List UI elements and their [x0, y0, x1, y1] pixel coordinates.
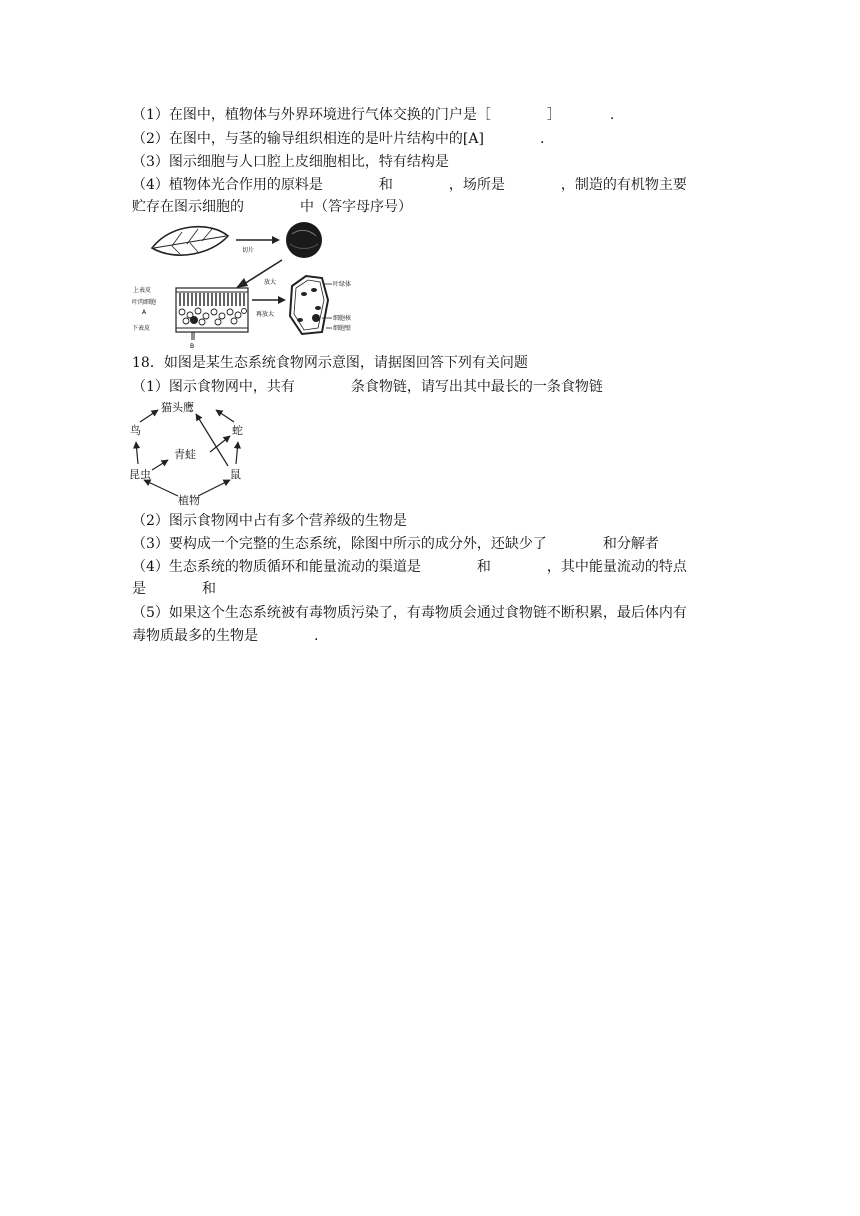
- q18-part3: （3）要构成一个完整的生态系统，除图中所示的成分外，还缺少了 和分解者: [132, 536, 659, 552]
- leaf-structure-figure: [132, 220, 364, 352]
- label-magnify-again: 再放大: [256, 311, 275, 318]
- q18-part1: （1）图示食物网中，共有 条食物链，请写出其中最长的一条食物链: [132, 379, 603, 395]
- label-slice: 切片: [242, 247, 255, 254]
- q17-part4-cont: 贮存在图示细胞的 中（答字母序号）: [132, 199, 412, 215]
- q18-title: 18．如图是某生态系统食物网示意图，请据图回答下列有关问题: [132, 355, 528, 371]
- cross-section-circle: [286, 222, 322, 258]
- edge-plant-mouse: [198, 480, 230, 496]
- edge-frog-snake: [210, 436, 230, 452]
- arrow-slice: [236, 236, 280, 254]
- label-chloroplast: 叶绿体: [333, 281, 352, 288]
- leaf-drawing: [152, 227, 228, 255]
- q17-part4: （4）植物体光合作用的原料是 和 ，场所是 ，制造的有机物主要: [132, 177, 687, 193]
- edge-plant-insect: [144, 480, 178, 496]
- edge-insect-frog: [152, 460, 168, 470]
- edge-mouse-snake: [236, 442, 238, 464]
- food-web-figure: [128, 400, 250, 508]
- edge-mouse-hawk: [196, 414, 228, 466]
- label-A: A: [142, 309, 147, 316]
- edge-snake-hawk: [216, 410, 234, 422]
- q18-part4-cont: 是 和: [132, 581, 216, 597]
- q18-part5: （5）如果这个生态系统被有毒物质污染了，有毒物质会通过食物链不断积累，最后体内有: [132, 605, 687, 621]
- q17-part1: （1）在图中，植物体与外界环境进行气体交换的门户是［ ］ .: [132, 107, 615, 123]
- node-insect: 昆虫: [129, 468, 151, 481]
- edge-insect-bird: [136, 442, 138, 464]
- q18-part4: （4）生态系统的物质循环和能量流动的渠道是 和 ，其中能量流动的特点: [132, 559, 687, 575]
- label-mesophyll: 叶肉细胞: [132, 299, 157, 306]
- node-mouse: 鼠: [230, 468, 241, 481]
- label-nucleus: 细胞核: [333, 315, 352, 322]
- q18-part5-cont: 毒物质最多的生物是 .: [132, 628, 319, 644]
- node-hawk: 猫头鹰: [161, 401, 194, 414]
- node-snake: 蛇: [232, 424, 243, 437]
- q18-part2: （2）图示食物网中占有多个营养级的生物是: [132, 513, 407, 529]
- node-frog: 青蛙: [174, 448, 196, 461]
- leaf-cross-section: [176, 288, 248, 340]
- label-upper-epidermis: 上表皮: [133, 287, 152, 294]
- q17-part2: （2）在图中，与茎的输导组织相连的是叶片结构中的[A] .: [132, 131, 545, 147]
- q17-part3: （3）图示细胞与人口腔上皮细胞相比，特有结构是: [132, 154, 449, 170]
- arrow-magnify-again: [252, 296, 286, 318]
- plant-cell: [290, 276, 328, 334]
- label-magnify: 放大: [264, 279, 277, 286]
- label-B: B: [190, 343, 195, 350]
- node-bird: 鸟: [130, 424, 141, 437]
- label-lower-epidermis: 下表皮: [132, 325, 151, 332]
- arrow-magnify: [236, 260, 282, 288]
- edge-bird-hawk: [140, 410, 158, 422]
- label-cell-wall: 细胞壁: [333, 325, 352, 332]
- node-plant: 植物: [178, 494, 200, 507]
